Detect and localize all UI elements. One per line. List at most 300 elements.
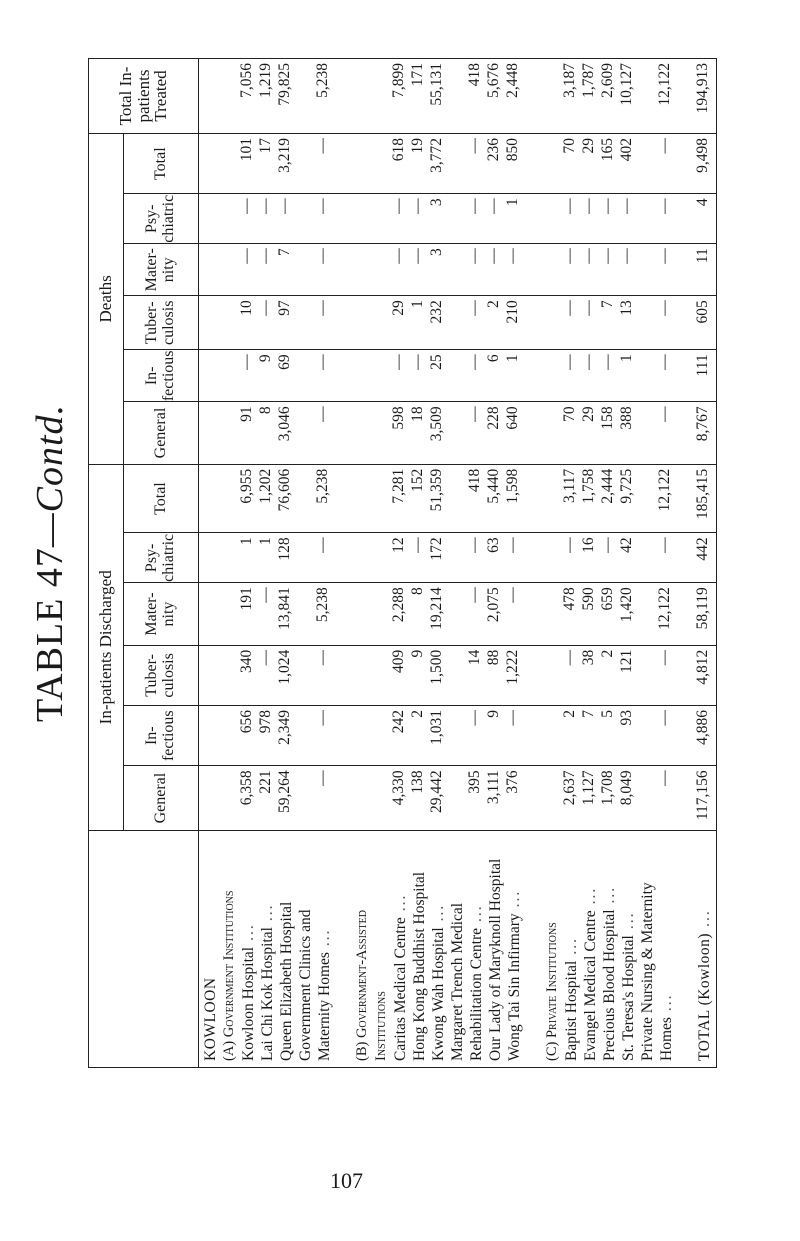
empty-cell <box>541 248 560 291</box>
row-label <box>277 837 296 1061</box>
value-cell: 395 <box>466 770 483 794</box>
value-cell: 7 <box>599 300 616 308</box>
empty-cell <box>370 770 389 825</box>
empty-cell <box>370 406 389 459</box>
dot-leader: ... <box>259 903 276 922</box>
row-label-text: Baptist Hospital <box>563 960 580 1061</box>
row-label <box>448 837 467 1061</box>
empty-cell <box>674 650 693 701</box>
value-cell: 38 <box>580 649 597 666</box>
table-number: TABLE 47 <box>29 547 71 723</box>
value-cell: 1 <box>504 198 521 207</box>
value-cell: 29 <box>580 137 597 154</box>
empty-cell <box>522 248 541 291</box>
value-cell: — <box>656 248 673 264</box>
value-cell: 659 <box>599 587 616 611</box>
value-cell: — <box>618 248 635 264</box>
section-heading <box>220 837 239 1061</box>
value-cell: — <box>238 198 255 214</box>
empty-cell <box>218 63 237 129</box>
value-cell: 978 <box>257 710 274 734</box>
empty-cell <box>332 198 351 239</box>
empty-cell <box>370 587 389 640</box>
value-cell: 8 <box>409 587 426 596</box>
empty-cell <box>636 138 655 189</box>
row-label <box>486 837 505 1061</box>
discharged-col-header: Tuber-culosis <box>124 645 199 705</box>
empty-cell <box>370 198 389 239</box>
value-cell: 236 <box>485 137 502 162</box>
empty-cell <box>370 300 389 345</box>
total-value-cell: 4 <box>694 198 711 207</box>
empty-cell <box>674 354 693 397</box>
row-label <box>296 837 315 1061</box>
value-cell: 8,049 <box>618 770 635 806</box>
empty-cell <box>199 138 218 189</box>
value-cell: 1,222 <box>504 649 521 685</box>
empty-cell <box>446 63 465 129</box>
empty-cell <box>351 587 370 640</box>
empty-cell <box>636 710 655 761</box>
label-column-header <box>89 830 199 1067</box>
deaths-col-header: Total <box>124 133 199 193</box>
row-label <box>562 837 581 1061</box>
value-cell: — <box>409 354 426 370</box>
value-cell: — <box>314 710 331 726</box>
value-cell: 25 <box>428 354 445 370</box>
value-cell: 640 <box>504 406 521 430</box>
row-label-text: Lai Chi Kok Hospital <box>259 927 276 1061</box>
value-cell: — <box>485 198 502 214</box>
empty-cell <box>522 710 541 761</box>
empty-cell <box>218 248 237 291</box>
empty-cell <box>522 537 541 578</box>
value-cell: — <box>656 300 673 316</box>
rotated-table-page <box>29 58 738 1068</box>
value-cell: — <box>257 198 274 214</box>
spacer <box>524 837 543 1061</box>
value-cell: 4,330 <box>390 770 407 806</box>
value-cell: — <box>599 537 616 553</box>
empty-cell <box>351 537 370 578</box>
empty-cell <box>446 469 465 529</box>
empty-cell <box>218 770 237 825</box>
value-cell: 19,214 <box>428 587 445 630</box>
value-cell: — <box>257 649 274 666</box>
row-label-text: (A) Government Institutions <box>221 890 237 1061</box>
empty-cell <box>332 248 351 291</box>
total-discharged-column <box>199 464 717 533</box>
maternity-discharged-column <box>199 583 717 645</box>
total-treated-header: Total In-patients Treated <box>89 59 199 134</box>
deaths-col-header: Mater-nity <box>124 244 199 296</box>
table-body-row <box>199 59 717 1068</box>
value-cell: — <box>599 198 616 214</box>
value-cell: — <box>409 248 426 264</box>
psychiatric-discharged-column <box>199 533 717 583</box>
value-cell: 1,202 <box>257 468 274 504</box>
dot-leader: ... <box>582 886 599 905</box>
value-cell: — <box>314 198 331 214</box>
value-cell: 63 <box>485 537 502 553</box>
total-deaths-column <box>199 133 717 193</box>
value-cell: 1,500 <box>428 649 445 685</box>
row-label-text: (B) Government-Assisted <box>354 910 370 1061</box>
empty-cell <box>446 248 465 291</box>
value-cell: — <box>656 770 673 786</box>
empty-cell <box>332 587 351 640</box>
empty-cell <box>636 354 655 397</box>
value-cell: 478 <box>561 587 578 611</box>
value-cell: 376 <box>504 770 521 794</box>
discharged-col-header: General <box>124 766 199 830</box>
empty-cell <box>218 354 237 397</box>
value-cell: 5,440 <box>485 468 502 504</box>
value-cell: 165 <box>599 137 616 162</box>
value-cell: 42 <box>618 537 635 553</box>
value-cell: 70 <box>561 406 578 422</box>
value-cell: — <box>257 300 274 316</box>
discharged-col-header: Psy-chiatric <box>124 533 199 583</box>
value-cell: 3,187 <box>561 63 578 98</box>
empty-cell <box>218 198 237 239</box>
value-cell: — <box>390 198 407 214</box>
value-cell: 88 <box>485 649 502 666</box>
deaths-col-header: Psy-chiatric <box>124 194 199 244</box>
row-label <box>581 837 600 1061</box>
value-cell: 242 <box>390 710 407 734</box>
empty-cell <box>674 300 693 345</box>
value-cell: 1,598 <box>504 468 521 504</box>
value-cell: — <box>504 248 521 264</box>
empty-cell <box>294 406 313 459</box>
value-cell: 93 <box>618 710 635 726</box>
value-cell: — <box>656 710 673 726</box>
empty-cell <box>446 300 465 345</box>
value-cell: 9 <box>409 649 426 658</box>
row-label <box>429 837 448 1061</box>
value-cell: — <box>466 300 483 316</box>
row-label-text: TOTAL (Kowloon) <box>696 932 713 1061</box>
row-label <box>315 837 334 1061</box>
dot-leader: ... <box>392 893 409 912</box>
value-cell: — <box>656 537 673 553</box>
value-cell: — <box>580 198 597 214</box>
value-cell: — <box>656 406 673 422</box>
page-number: 107 <box>330 1168 363 1193</box>
value-cell: 9,725 <box>618 468 635 504</box>
value-cell: 10 <box>238 300 255 316</box>
empty-cell <box>636 248 655 291</box>
total-value-cell: 8,767 <box>694 406 711 442</box>
value-cell: 8 <box>257 406 274 415</box>
empty-cell <box>332 63 351 129</box>
value-cell: 409 <box>390 649 407 673</box>
value-cell: — <box>561 198 578 214</box>
value-cell: — <box>656 137 673 154</box>
value-cell: — <box>466 198 483 214</box>
empty-cell <box>199 537 218 578</box>
row-label-text: Wong Tai Sin Infirmary <box>506 913 523 1061</box>
empty-cell <box>636 469 655 529</box>
empty-cell <box>674 469 693 529</box>
value-cell: — <box>618 198 635 214</box>
empty-cell <box>541 198 560 239</box>
value-cell: 3,509 <box>428 406 445 442</box>
row-label-text: Queen Elizabeth Hospital <box>278 901 295 1061</box>
empty-cell <box>332 710 351 761</box>
empty-cell <box>218 469 237 529</box>
empty-cell <box>522 198 541 239</box>
empty-cell <box>370 248 389 291</box>
empty-cell <box>294 587 313 640</box>
value-cell: 5,676 <box>485 63 502 98</box>
value-cell: 1,758 <box>580 468 597 504</box>
general-deaths-column <box>199 402 717 464</box>
row-label <box>600 837 619 1061</box>
empty-cell <box>351 63 370 129</box>
empty-cell <box>636 198 655 239</box>
psychiatric-deaths-column <box>199 194 717 244</box>
value-cell: — <box>561 248 578 264</box>
empty-cell <box>218 710 237 761</box>
value-cell: 29 <box>580 406 597 422</box>
value-cell: — <box>466 406 483 422</box>
empty-cell <box>199 354 218 397</box>
value-cell: — <box>390 248 407 264</box>
empty-cell <box>674 710 693 761</box>
empty-cell <box>332 469 351 529</box>
value-cell: 9 <box>257 354 274 363</box>
row-label-text: Margaret Trench Medical <box>449 902 466 1061</box>
row-label <box>391 837 410 1061</box>
row-label <box>638 837 657 1061</box>
empty-cell <box>541 537 560 578</box>
value-cell: 97 <box>276 300 293 316</box>
dot-leader: ... <box>430 903 447 922</box>
row-label-text: Precious Blood Hospital <box>601 909 618 1061</box>
value-cell: 14 <box>466 649 483 666</box>
value-cell: 12 <box>390 537 407 553</box>
value-cell: — <box>466 137 483 154</box>
empty-cell <box>674 406 693 459</box>
value-cell: 6,955 <box>238 468 255 504</box>
empty-cell <box>541 587 560 640</box>
empty-cell <box>332 354 351 397</box>
empty-cell <box>370 650 389 701</box>
dot-leader: ... <box>468 904 485 922</box>
value-cell: 3,117 <box>561 468 578 504</box>
empty-cell <box>674 63 693 129</box>
value-cell: 5,238 <box>314 468 331 504</box>
value-cell: 12,122 <box>656 63 673 106</box>
value-cell: 3,219 <box>276 137 293 173</box>
value-cell: 1 <box>504 354 521 363</box>
value-cell: 2,444 <box>599 468 616 504</box>
value-cell: 79,825 <box>276 63 293 106</box>
empty-cell <box>332 300 351 345</box>
deaths-col-header: Tuber-culosis <box>124 296 199 350</box>
value-cell: 70 <box>561 137 578 154</box>
row-label-text: Homes <box>658 1017 675 1061</box>
empty-cell <box>294 354 313 397</box>
value-cell: 7 <box>276 248 293 256</box>
value-cell: — <box>561 649 578 666</box>
empty-cell <box>674 770 693 825</box>
row-label-text: (C) Private Institutions <box>544 922 560 1061</box>
total-value-cell: 4,886 <box>694 710 711 745</box>
value-cell: 7,056 <box>238 63 255 98</box>
value-cell: — <box>409 537 426 553</box>
row-label <box>619 837 638 1061</box>
dot-leader: ... <box>240 923 257 941</box>
row-label <box>410 837 429 1061</box>
discharged-group-header: In-patients Discharged <box>89 464 124 830</box>
hospital-statistics-table <box>88 58 717 1068</box>
empty-cell <box>522 138 541 189</box>
empty-cell <box>541 63 560 129</box>
value-cell: 1,708 <box>599 770 616 806</box>
value-cell: — <box>390 354 407 370</box>
value-cell: — <box>599 354 616 370</box>
value-cell: 1 <box>238 537 255 546</box>
deaths-col-header: In-fectious <box>124 350 199 402</box>
empty-cell <box>541 138 560 189</box>
value-cell: 2 <box>599 649 616 658</box>
empty-cell <box>522 354 541 397</box>
value-cell: 7,899 <box>390 63 407 98</box>
empty-cell <box>294 469 313 529</box>
empty-cell <box>199 248 218 291</box>
value-cell: 2 <box>485 300 502 308</box>
empty-cell <box>446 587 465 640</box>
value-cell: — <box>656 198 673 214</box>
value-cell: 2,349 <box>276 710 293 745</box>
row-label-text: Kwong Wah Hospital <box>430 927 447 1061</box>
value-cell: 1,127 <box>580 770 597 806</box>
spacer <box>676 837 695 1061</box>
value-cell: — <box>257 587 274 603</box>
dot-leader: ... <box>658 993 675 1012</box>
total-value-cell: 442 <box>694 537 711 561</box>
value-cell: 228 <box>485 406 502 430</box>
value-cell: 18 <box>409 406 426 422</box>
row-labels-column <box>199 830 717 1067</box>
dot-leader: ... <box>563 937 580 955</box>
value-cell: — <box>238 354 255 370</box>
value-cell: 172 <box>428 537 445 561</box>
table-title-suffix: —Contd. <box>29 403 71 548</box>
empty-cell <box>199 650 218 701</box>
value-cell: 3 <box>428 198 445 207</box>
value-cell: 2,448 <box>504 63 521 98</box>
tuberculosis-deaths-column <box>199 296 717 350</box>
empty-cell <box>199 587 218 640</box>
row-label <box>505 837 524 1061</box>
total-row-label <box>695 837 714 1061</box>
value-cell: 340 <box>238 649 255 673</box>
empty-cell <box>199 710 218 761</box>
value-cell: — <box>314 770 331 786</box>
value-cell: 1,420 <box>618 587 635 623</box>
deaths-col-header: General <box>124 402 199 464</box>
empty-cell <box>636 650 655 701</box>
empty-cell <box>294 300 313 345</box>
value-cell: 5,238 <box>314 63 331 98</box>
value-cell: — <box>466 537 483 553</box>
empty-cell <box>294 710 313 761</box>
maternity-deaths-column <box>199 244 717 296</box>
empty-cell <box>522 300 541 345</box>
empty-cell <box>218 537 237 578</box>
empty-cell <box>541 710 560 761</box>
empty-cell <box>674 537 693 578</box>
total-value-cell: 185,415 <box>694 468 711 520</box>
empty-cell <box>294 650 313 701</box>
empty-cell <box>636 63 655 129</box>
value-cell: 7,281 <box>390 468 407 504</box>
empty-cell <box>294 198 313 239</box>
value-cell: — <box>314 406 331 422</box>
empty-cell <box>351 198 370 239</box>
row-label-text: Evangel Medical Centre <box>582 910 599 1061</box>
value-cell: — <box>561 354 578 370</box>
row-label-text: KOWLOON <box>202 977 219 1061</box>
value-cell: — <box>466 248 483 264</box>
value-cell: 1,031 <box>428 710 445 745</box>
dot-leader: ... <box>620 911 637 930</box>
empty-cell <box>218 300 237 345</box>
empty-cell <box>636 406 655 459</box>
empty-cell <box>636 770 655 825</box>
empty-cell <box>218 406 237 459</box>
empty-cell <box>522 650 541 701</box>
value-cell: 171 <box>409 63 426 87</box>
empty-cell <box>199 770 218 825</box>
page-title <box>28 58 72 1068</box>
total-value-cell: 4,812 <box>694 649 711 685</box>
value-cell: 850 <box>504 137 521 162</box>
value-cell: 13,841 <box>276 587 293 630</box>
empty-cell <box>370 138 389 189</box>
empty-cell <box>218 138 237 189</box>
deaths-group-header: Deaths <box>89 133 124 464</box>
value-cell: 418 <box>466 63 483 87</box>
row-label <box>657 837 676 1061</box>
empty-cell <box>351 248 370 291</box>
section-heading <box>372 837 391 1061</box>
value-cell: 232 <box>428 300 445 324</box>
value-cell: 1,787 <box>580 63 597 98</box>
value-cell: 221 <box>257 770 274 794</box>
value-cell: 59,264 <box>276 770 293 813</box>
tuberculosis-discharged-column <box>199 645 717 705</box>
value-cell: — <box>466 587 483 603</box>
empty-cell <box>541 354 560 397</box>
value-cell: 16 <box>580 537 597 553</box>
empty-cell <box>332 770 351 825</box>
row-label-text: Private Nursing & Maternity <box>639 882 656 1061</box>
row-label-text: Caritas Medical Centre <box>392 917 409 1061</box>
empty-cell <box>199 198 218 239</box>
region-heading <box>201 837 220 1061</box>
value-cell: 6 <box>485 354 502 363</box>
dot-leader: ... <box>506 889 523 908</box>
value-cell: 12,122 <box>656 587 673 630</box>
empty-cell <box>370 354 389 397</box>
row-label-text: Rehabilitation Centre <box>468 927 485 1061</box>
total-value-cell: 117,156 <box>694 770 711 821</box>
